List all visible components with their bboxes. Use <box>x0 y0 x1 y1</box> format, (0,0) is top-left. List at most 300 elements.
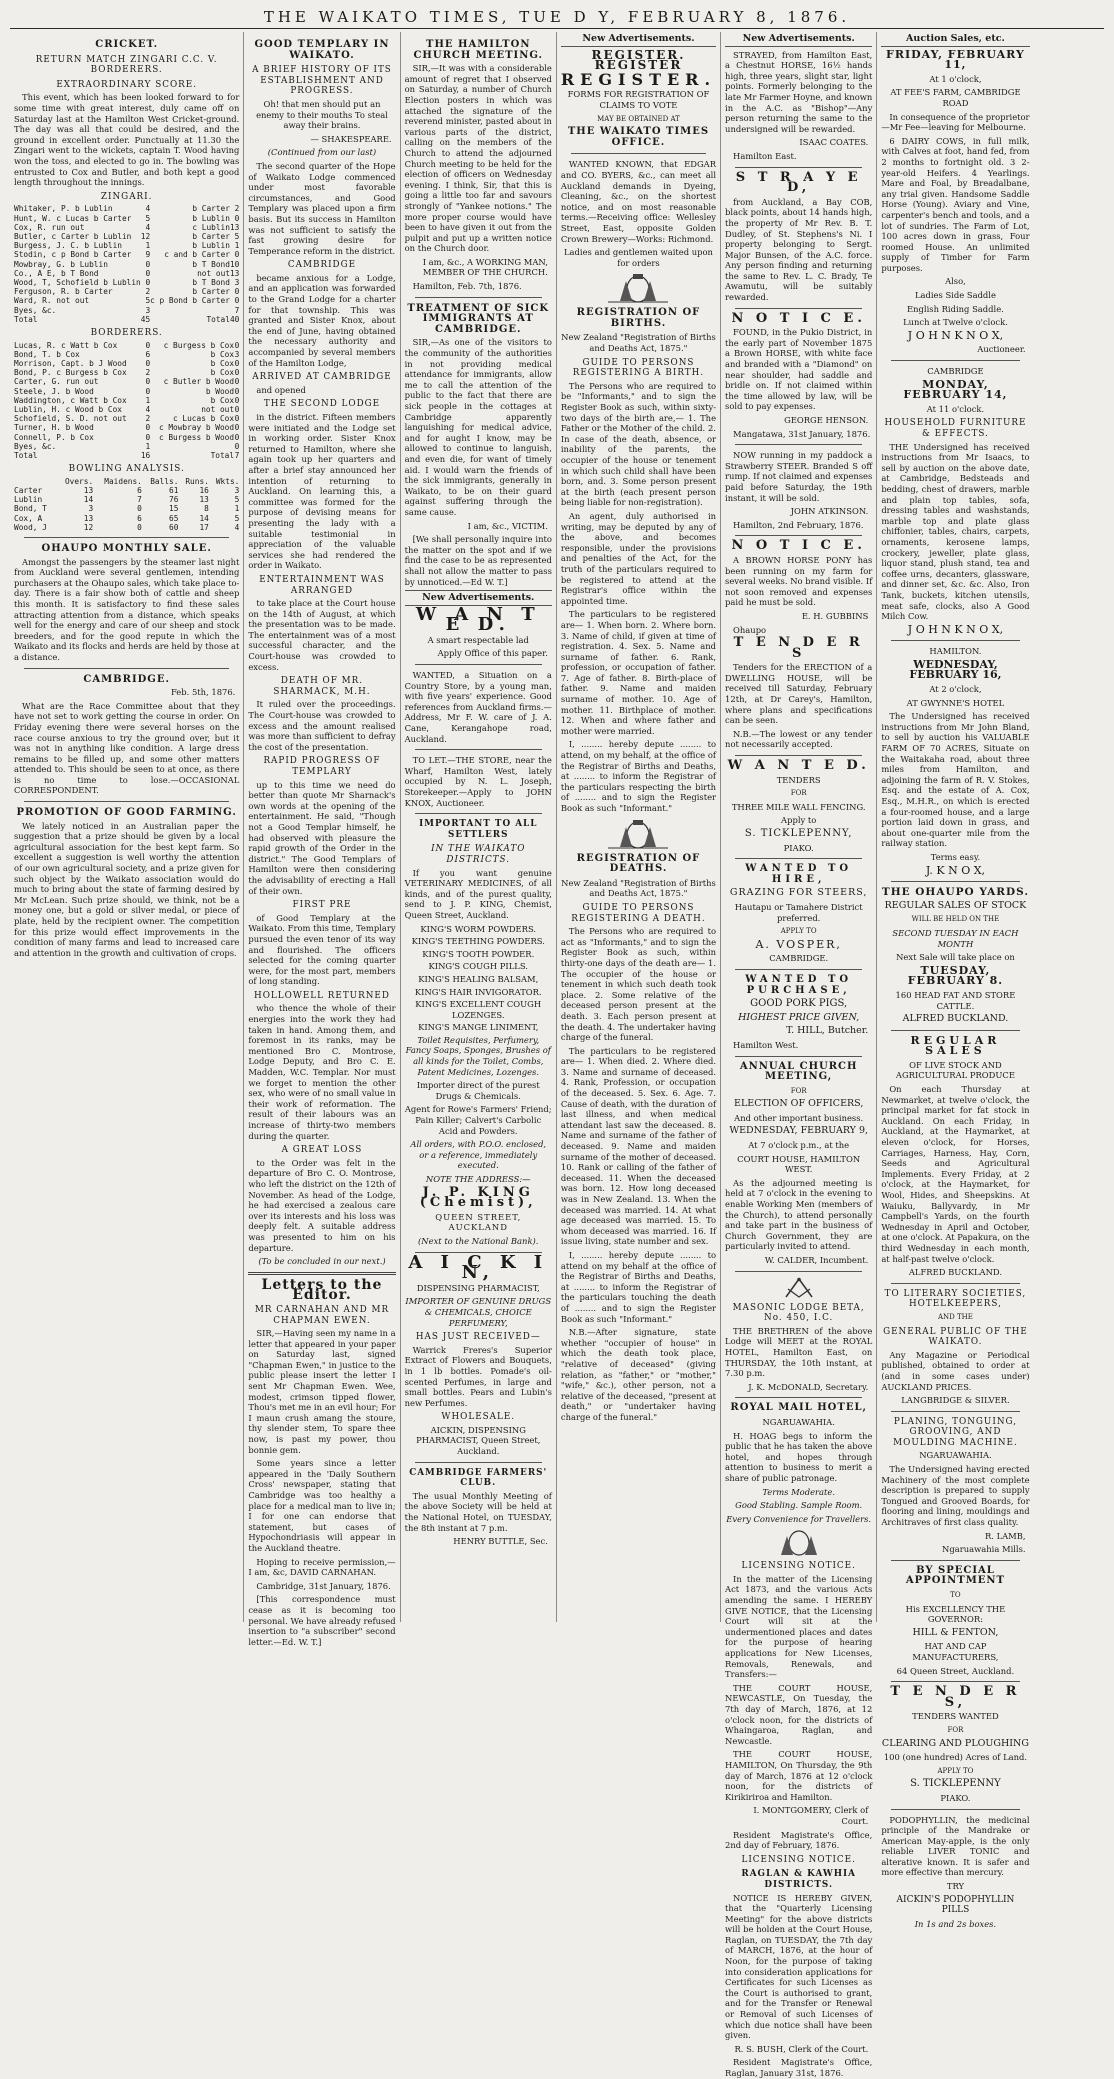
table-cell: Steele, J. b Wood <box>14 386 94 396</box>
templary-continued-next: (To be concluded in our next.) <box>258 1256 386 1267</box>
table-cell: 0 <box>234 287 240 297</box>
divider <box>735 969 862 970</box>
divider <box>735 167 862 168</box>
divider <box>891 1411 1019 1412</box>
table-cell: 0 <box>145 358 151 368</box>
table-cell: Maidens. <box>104 476 142 486</box>
friday-bridle: English Riding Saddle. <box>907 303 1004 314</box>
table-cell: 3 <box>234 277 240 287</box>
special-appointment: BY SPECIAL APPOINTMENT <box>905 1564 1005 1587</box>
masonic-body: THE BRETHREN of the above Lodge will MEET at the ROYAL HOTEL, Hamilton East, on THURSDAY, the 10th instant, at 7.30 p.m. <box>725 1325 873 1379</box>
jpking-sub: (Next to the National Bank). <box>418 1235 539 1246</box>
immigrants-body: SIR,—As one of the visitors to the community of the authorities in not providing medical attendance for immigrants, allow me to call the attention of the public to the fact that there are sick people in the cottages at Cambridge apparently languishing for medical advice, and for aught I know, may be allowed to continue to languish, and even die, for want of timely aid. I would warn the friends of the sick immigrants, generally in Waikato, to be on their guard against suffering through the same cause. <box>404 337 552 517</box>
templary-sub-7: FIRST PRE <box>292 900 352 911</box>
licensing-body-2: THE COURT HOUSE, NEWCASTLE, On Tuesday, the 7th day of March, 1876, at 12 o'clock noon, for the districts of Whaingaroa, Raglan, and Newcastle. <box>725 1682 873 1746</box>
table-cell: 3 <box>145 305 151 315</box>
table-row <box>14 214 239 223</box>
ads-header: New Advertisements. <box>561 34 716 47</box>
apply-to: Apply to <box>781 815 817 826</box>
table-cell: Total <box>14 314 38 324</box>
births-body-2: An agent, duly authorised in writing, may be deputed by any of the above, and becomes responsible, under the provisions and penalties of the Act, for the truth of the particulars required to be registered to attend at the Registrar's office within the appointed time. <box>560 510 717 606</box>
farming-title: PROMOTION OF GOOD FARMING. <box>16 807 237 819</box>
table-cell <box>14 477 57 486</box>
table-cell: 0 <box>145 377 151 387</box>
cambridge-date: Feb. 5th, 1876. <box>170 687 236 698</box>
wanted-title-2: W A N T E D. <box>727 758 870 774</box>
table-cell: Carter, G. run out <box>14 377 99 387</box>
table-row <box>14 504 239 513</box>
borderers-table <box>14 341 239 461</box>
deaths-title: REGISTRATION OF DEATHS. <box>576 852 701 875</box>
raglan-title: RAGLAN & KAWHIA DISTRICTS. <box>741 1869 856 1890</box>
farming-body: We lately noticed in an Australian paper the suggestion that a prize should be given by a local agricultural association for the best kept farm. So excellent a suggestion is well worthy the attention of our own agricultural society, and a prize given for such object by the Waikato association would do much to bring about the state of farming desired by Mr McLean. Such prize should, we think, not be a money one, but a gold or silver medal, or piece of plate, held by the recipient owner. The competition for this prize would effect improvements in the condition of many farms and lead to increased care and attention in the growth and cultivation of crops. <box>14 820 240 958</box>
table-row <box>14 359 239 368</box>
table-cell: b Carter <box>192 231 230 241</box>
highest-price: HIGHEST PRICE GIVEN, <box>738 1011 860 1023</box>
table-cell: Butler, c Carter b Lublin <box>14 231 132 241</box>
important-sub: IN THE WAIKATO DISTRICTS. <box>431 844 526 865</box>
deaths-guide: GUIDE TO PERSONS REGISTERING A DEATH. <box>571 902 706 924</box>
cricket-tag: EXTRAORDINARY SCORE. <box>56 79 198 90</box>
table-cell: Balls. <box>150 476 179 486</box>
table-cell: 5 <box>145 213 151 223</box>
pork: GOOD PORK PIGS, <box>750 998 848 1010</box>
divider <box>415 749 542 750</box>
immigrants-sig: I am, &c., VICTIM. <box>467 520 548 531</box>
divider <box>415 813 542 814</box>
friday-body: In consequence of the proprietor—Mr Fee—leaving for Melbourne. <box>881 111 1030 133</box>
piako: PIAKO. <box>783 842 814 853</box>
wednesday-time: At 2 o'clock, <box>929 684 982 695</box>
cambridge-title: CAMBRIDGE. <box>83 673 170 685</box>
friday-lots: 6 DAIRY COWS, in full milk, with Calves at foot, hand fed, from 2 months to fortnight old. 3 2-year-old Heifers. 4 Yearlings. Mare and Foal, by Breadalbane, any trial given. Handsome Saddle Horse (Young). Aviary and Vine, carpenter's bench and tools, and a lot of sundries. The Farm of Lot, 100 acres down in grass, Four roomed House. An unlimited supply of Timber for Farm purposes. <box>881 135 1030 273</box>
table-cell: 12 <box>83 522 94 532</box>
births-sub: New Zealand "Registration of Births and Deaths Act, 1875." <box>561 332 716 354</box>
vosper: A. VOSPER, <box>755 937 842 951</box>
wednesday-place: AT GWYNNE'S HOTEL <box>906 697 1005 708</box>
templary-sub-3: THE SECOND LODGE <box>263 399 381 410</box>
columns <box>10 32 1104 2078</box>
table-cell: 14 <box>199 513 209 523</box>
masonic-title: MASONIC LODGE BETA, No. 450, I.C. <box>732 1302 865 1324</box>
ticklepenny: S. TICKLEPENNY, <box>744 828 853 839</box>
royal-stabling: Good Stabling. Sample Room. <box>735 1500 863 1511</box>
cambridge-head: CAMBRIDGE <box>927 366 984 377</box>
table-cell: 0 <box>234 441 240 451</box>
zingari-title: ZINGARI. <box>100 191 153 202</box>
divider <box>735 858 862 859</box>
wednesday-sale: WEDNESDAY, FEBRUARY 16, <box>909 657 1002 682</box>
friday-place: AT FEE'S FARM, CAMBRIDGE ROAD <box>890 87 1021 108</box>
table-cell: 0 <box>234 423 240 433</box>
table-cell: c Lucas b Cox <box>173 414 235 424</box>
divider <box>24 801 229 802</box>
hill-place: Hamilton West. <box>733 1039 799 1050</box>
divider <box>735 755 862 756</box>
table-cell: 0 <box>137 504 142 514</box>
tenders-title-6: T E N D E R S, <box>890 1684 1021 1710</box>
table-cell: 3 <box>234 485 240 495</box>
table-cell: 0 <box>137 522 142 532</box>
table-cell: 17 <box>199 522 209 532</box>
aickin-sub: DISPENSING PHARMACIST, <box>416 1282 540 1293</box>
note-address: NOTE THE ADDRESS:— <box>425 1174 531 1184</box>
table-row <box>14 368 239 377</box>
wanted-hire: WANTED TO HIRE, <box>745 863 853 885</box>
table-row <box>14 433 239 442</box>
ads-header: Auction Sales, etc. <box>881 34 1029 47</box>
buckland-1: ALFRED BUCKLAND. <box>902 1013 1009 1025</box>
church-elect: ELECTION OF OFFICERS, <box>734 1098 864 1110</box>
table-row <box>14 250 239 259</box>
divider <box>891 1030 1019 1031</box>
important-body: If you want genuine VETERINARY MEDICINES, of all kinds, and of the purest quality, send to J. P. KING, Chemist, Queen Street, Auckland. <box>404 867 552 920</box>
strayed-1-sig: ISAAC COATES. <box>799 137 869 148</box>
templary-sub-6: RAPID PROGRESS OF TEMPLARY <box>263 756 381 777</box>
table-cell: 0 <box>234 368 240 378</box>
templary-body-1: The second quarter of the Hope of Waikato Lodge commenced under most favorable circumstances, and Good Templary was placed upon a firm basis. But its success in Hamilton was not sufficient to satisfy the fast growing desire for Temperance reform in the district. <box>248 160 396 256</box>
farmers-club-title: CAMBRIDGE FARMERS' CLUB. <box>409 1467 548 1489</box>
royal-arms-icon <box>598 817 678 851</box>
divider <box>415 1462 542 1463</box>
table-cell: 16 <box>140 450 151 460</box>
divider <box>735 308 862 309</box>
licensing-body: In the matter of the Licensing Act 1873, and the various Acts amending the same. I HEREBY GIVE NOTICE, that the Licensing Court will sit at the undermentioned places and dates for the purpose of hearing applications for New Licenses, Removals, Renewals, and Transfers:— <box>725 1573 873 1680</box>
table-row <box>14 387 239 396</box>
planing-title: PLANING, TONGUING, GROOVING, AND MOULDING MACHINE. <box>893 1416 1018 1448</box>
column-1 <box>10 32 244 1622</box>
table-cell: 5 <box>234 231 240 241</box>
table-cell: 45 <box>140 314 151 324</box>
church-for: FOR <box>790 1086 807 1095</box>
templary-body-8: of Good Templary at the Waikato. From this time, Templary pursued the even tenor of its way and flourished. The officers selected for the coming quarter were, for the most part, members of long standing. <box>248 912 396 987</box>
table-cell: b Lublin <box>192 241 230 251</box>
grazing-sub: Hautapu or Tamahere District preferred. <box>734 901 863 923</box>
grazing: GRAZING FOR STEERS, <box>729 887 868 899</box>
table-cell: Lublin <box>14 495 43 505</box>
auctioneer-1: Auctioneer. <box>977 344 1026 355</box>
table-cell: not out <box>197 268 230 278</box>
apply-6: APPLY TO <box>937 1766 974 1775</box>
table-row <box>14 423 239 432</box>
table-cell: 6 <box>137 513 142 523</box>
table-cell: 1 <box>145 395 151 405</box>
notice-2-place: Hamilton, 2nd February, 1876. <box>733 519 864 530</box>
templary-body-3: and opened <box>256 384 306 395</box>
aickin: A I C K I N, <box>408 1251 549 1284</box>
deaths-form: I, ........ hereby depute ........ to attend on my behalf at the office of the Registrar of Births and Deaths, at ........ to inform the Registrar of the particulars touching the death of ........ and to sign the Register Book as such "Informant." <box>560 1249 717 1324</box>
church-place: COURT HOUSE, HAMILTON WEST. <box>737 1153 861 1175</box>
births-particulars: The particulars to be registered are— 1. When born. 2. Where born. 3. Name of child, if given at time of registration. 4. Sex. 5. Name and surname of father. 6. Rank, profession, or occupation of father. 7. Age of father. 8. Birth-place of father. 9. Name and maiden surname of mother. 10. Age of mother. 11. Birthplace of mother. 12. When and where father and mother were married. <box>560 609 717 736</box>
templary-body-9: who thence the whole of their energies into the work they had taken in hand. Among them, and foremost in its ranks, may be mentioned Bro C. Montrose, Lodge Deputy, and Bro C. E. Madden, W.C. Templar. Nor must we forget to mention the other sex, who were of no small value in their work of reformation. The result of their labours was an increase of thirty-two members during the quarter. <box>248 1003 396 1141</box>
table-cell: Overs. <box>64 476 94 486</box>
table-cell: b Cox <box>210 368 235 378</box>
templary-quote-attr: — SHAKESPEARE. <box>310 133 392 144</box>
notice-3-title: N O T I C E. <box>731 538 866 554</box>
table-cell: b Cox <box>210 395 235 405</box>
table-cell: 1 <box>234 241 240 251</box>
table-cell: 9 <box>145 250 151 260</box>
friday-time: At 1 o'clock, <box>929 73 982 84</box>
strayed-2: from Auckland, a Bay COB, black points, about 14 hands high, the property of Mr Rev. B. T. Dudley, of St. Stephens's Ni. I property belonging to Sergt. Major Bunsen, of the A.C. force. Any person finding and returning the same to Rev. L. C. Brady, Te Awamutu, will be suitably rewarded. <box>725 196 873 303</box>
table-cell: 0 <box>234 395 240 405</box>
table-cell: Byes, &c. <box>14 441 57 451</box>
king-item: KING'S HAIR INVIGORATOR. <box>414 986 542 997</box>
table-cell: Schofield, S. D. not out <box>14 414 127 424</box>
knox-3: J. K N O X, <box>925 863 986 877</box>
king-list <box>405 924 552 1033</box>
table-cell: Total <box>14 450 38 460</box>
held-on: WILL BE HELD ON THE <box>911 915 1000 924</box>
register-office: THE WAIKATO TIMES OFFICE. <box>567 126 710 148</box>
table-cell: 0 <box>234 213 240 223</box>
divider <box>248 1272 395 1275</box>
divider <box>415 664 542 665</box>
table-row <box>14 405 239 414</box>
table-cell: Morrison, Capt. b J Wood <box>14 358 127 368</box>
king-item: KING'S WORM POWDERS. <box>420 923 537 934</box>
wanted-known: WANTED KNOWN, that EDGAR and CO. BYERS, &c., can meet all Auckland demands in Dyeing, Cleaning, &c., on the shortest notice, and on most reasonable terms.—Receiving office: Wellesley Street, East, opposite Golden Crown Brewery—Works: Richmond. <box>560 159 717 244</box>
table-cell: 0 <box>234 358 240 368</box>
royal-hotel-title: ROYAL MAIL HOTEL, <box>730 1402 867 1414</box>
table-cell: 1 <box>145 441 151 451</box>
zingari-table <box>14 204 239 324</box>
divider <box>24 537 229 538</box>
letter-1-place: Cambridge, 31st January, 1876. <box>256 1580 391 1591</box>
table-cell: 13 <box>83 485 94 495</box>
table-cell: 8 <box>204 504 209 514</box>
table-row <box>14 287 239 296</box>
wanted-body: A smart respectable lad <box>427 634 529 645</box>
tenders-for-6: FOR <box>947 1725 964 1734</box>
divider <box>891 1560 1019 1561</box>
friday-lunch: Lunch at Twelve o'clock. <box>903 317 1008 328</box>
licensing-place: Resident Magistrate's Office, 2nd day of February, 1876. <box>725 1829 873 1851</box>
friday-also: Also, <box>945 276 966 287</box>
monday-time: At 11 o'clock. <box>926 403 985 414</box>
table-cell: 3 <box>234 349 240 359</box>
fencing: THREE MILE WALL FENCING. <box>731 801 866 812</box>
table-cell: Bond, P. c Burgess b Cox <box>14 368 127 378</box>
table-cell: Mowbray, G. b Lublin <box>14 259 108 269</box>
table-cell: 0 <box>234 432 240 442</box>
table-cell: b Cox <box>210 349 235 359</box>
notice-1-place: Mangatawa, 31st January, 1876. <box>733 428 871 439</box>
live-stock: OF LIVE STOCK AND AGRICULTURAL PRODUCE <box>895 1059 1015 1081</box>
table-cell: 13 <box>229 222 240 232</box>
table-cell: 0 <box>145 268 151 278</box>
letters-title: Letters to the Editor. <box>261 1276 383 1304</box>
ohaupo-body: Amongst the passengers by the steamer last night from Auckland were several gentlemen, intending purchasers at the Ohaupo sales, which take place to-day. There is a fair show both of cattle and sheep this month. It is satisfactory to find these sales attracting attention from a distance, which speaks well for the energy and care of our sheep and stock breeders, and for the good repute in which the Waikato and its flocks and herds are held by those at a distance. <box>14 556 240 662</box>
table-row <box>14 306 239 315</box>
table-row <box>14 396 239 405</box>
table-row <box>14 315 239 324</box>
table-cell: 0 <box>234 404 240 414</box>
king-item: KING'S COUGH PILLS. <box>428 961 528 972</box>
ad-situation: WANTED, a Situation on a Country Store, by a young man, with five years' experience. Good references from Auckland firms.—Address, Mr F. W. care of J. A. Cane, Kerangahope road, Auckland. <box>404 670 552 744</box>
divider <box>735 444 862 445</box>
table-cell: Total <box>206 314 230 324</box>
ads-header: New Advertisements. <box>725 34 872 47</box>
agent: Agent for Rowe's Farmers' Friend; Pain Killer; Calvert's Carbolic Acid and Powders. <box>404 1104 552 1136</box>
terms: Terms easy. <box>930 851 981 862</box>
templary-body-2: became anxious for a Lodge, and an application was forwarded to the Grand Lodge for a charter for that township. This was granted and Sister Knox, about the end of June, having obtained the necessary authority and accompanied by several members of the Hamilton Lodge, <box>248 272 396 368</box>
table-cell: 15 <box>169 504 179 514</box>
table-cell: Burgess, J. C. b Lublin <box>14 241 122 251</box>
table-cell: 0 <box>234 377 240 387</box>
king-item: KING'S EXCELLENT COUGH LOZENGES. <box>415 999 542 1020</box>
church-other: And other important business. <box>734 1112 864 1123</box>
cricket-body: This event, which has been looked forward to for some time with great interest, duly came off on Saturday last at the Hamilton West Cricket-ground. The day was all that could be desired, and the ground in excellent order. Punctually at 11.30 the Zingari went to the wickets, captain T. Wood having won the toss, and elected to go in. The bowling was entrusted to Cox and Butler, and both kept a good length throughout the innings. <box>14 92 240 188</box>
immigrants-heading: TREATMENT OF SICK IMMIGRANTS AT CAMBRIDGE. <box>407 302 550 335</box>
tenders-nb: N.B.—The lowest or any tender not necessarily accepted. <box>725 728 873 750</box>
deaths-body: The Persons who are required to act as "Informants," and to sign the Register Book as such, within thirty-one days of the death are— 1. The occupier of the house or tenement in which such death took place. 2. Some relative of the deceased person present at the death. 3. Each person present at the death. 4. The undertaker having charge of the funeral. <box>560 926 717 1043</box>
column-5 <box>721 32 877 2078</box>
ticklepenny-6: S. TICKLEPENNY <box>910 1778 1001 1790</box>
table-cell: Cox, A <box>14 513 43 523</box>
table-cell: b T Bond <box>192 277 230 287</box>
table-cell: 16 <box>199 485 209 495</box>
buckland-body: On each Thursday at Newmarket, at twelve o'clock, the principal market for fat stock in Auckland. On each Friday, in Auckland, at the Haymarket, at eleven o'clock, for Horses, Carriages, Harness, Hay, Corn, Seeds and Agricultural Implements. Every Friday, at 2 o'clock, at the Haymarket, for Wool, Hides, and Sheepskins. At Waiuku, Ballyvardy, in Mr Campbell's Yards, on the fourth Wednesday in April and October, at one o'clock. At Papakura, on the third Wednesday in each month, at half-past twelve o'clock. <box>881 1084 1030 1264</box>
table-row <box>14 278 239 287</box>
table-cell: 0 <box>234 386 240 396</box>
buckland-sig: ALFRED BUCKLAND. <box>908 1267 1002 1278</box>
letter-1-sig: Hoping to receive permission,—I am, &c, DAVID CARNAHAN. <box>248 1556 396 1578</box>
divider <box>891 881 1019 882</box>
literary-title: TO LITERARY SOCIETIES, HOTELKEEPERS, <box>884 1288 1027 1310</box>
templary-quote: Oh! that men should put an enemy to their mouths To steal away their brains. <box>256 98 388 131</box>
table-cell: 13 <box>229 268 240 278</box>
wanted-known-2: Ladies and gentlemen waited upon for orders <box>563 247 713 268</box>
clearing-sub: 100 (one hundred) Acres of Land. <box>883 1752 1028 1763</box>
deaths-particulars: The particulars to be registered are— 1. When died. 2. Where died. 3. Name and surname of deceased. 4. Rank, Profession, or occupation of the deceased. 5. Sex. 6. Age. 7. Cause of death, with the duration of last illness, and when medical attendant last saw the deceased. 8. Name and surname of the father of deceased. 9. Name and maiden surname of the mother of deceased. 10. Rank or calling of the father of deceased. 11. When the deceased was born. 12. How long deceased was in New Zealand. 13. When the deceased was married. 14. At what age deceased was married. 15. To whom deceased was married. 16. If issue living, state number and sex. <box>560 1045 717 1247</box>
column-2 <box>244 32 400 1647</box>
raglan-body: NOTICE IS HEREBY GIVEN, that the "Quarterly Licensing Meeting" for the above districts will be holden at the Court House, Raglan, on TUESDAY, the 7th day of MARCH, 1876, at the hour of Noon, for the purpose of taking into consideration applications for Certificates for such Licenses as the Court is authorised to grant, and for the Transfer or Renewal or Removal of such Licenses of which due notice shall have been given. <box>725 1892 873 2041</box>
tenders-2-for: FOR <box>790 789 807 798</box>
divider <box>735 1056 862 1057</box>
royal-terms: Terms Moderate. <box>762 1486 836 1497</box>
masthead: THE WAIKATO TIMES, TUE D Y, FEBRUARY 8, 1876. <box>10 6 1104 29</box>
register-title: REGISTER. REGISTER <box>591 47 686 73</box>
table-cell: Cox, R. run out <box>14 222 85 232</box>
templary-body-10: to the Order was felt in the departure of Bro C. O. Montrose, who left the district on the 12th of November. As head of the Lodge, he had exercised a zealous care over its interests and his loss was deeply felt. A suitable address was presented to him on his departure. <box>248 1157 396 1253</box>
literary-body: Any Magazine or Periodical published, obtained to order at (and in some cases under) AUCKLAND PRICES. <box>881 1349 1030 1392</box>
has-just: HAS JUST RECEIVED— <box>415 1332 541 1343</box>
strayed-1: STRAYED, from Hamilton East, a Chestnut HORSE, 16½ hands high, three years, slight star, light points. Formerly belonging to the late Mr Farmer Hoyne, and known in the A.C. as "Bishop"—Any person returning the same to the undersigned will be rewarded. <box>725 49 873 134</box>
licensing-body-3: THE COURT HOUSE, HAMILTON, On Thursday, the 9th day of March, 1876 at 12 o'clock noon, for the districts of Kirikiriroa and Hamilton. <box>725 1749 873 1802</box>
vosper-place: CAMBRIDGE. <box>769 953 829 964</box>
table-cell: c Lublin <box>192 222 230 232</box>
church-time: At 7 o'clock p.m., at the <box>748 1140 850 1151</box>
register-big: REGISTER. <box>560 69 717 89</box>
column-3 <box>401 32 557 1622</box>
table-row <box>14 495 239 504</box>
table-cell: 6 <box>137 485 142 495</box>
divider <box>735 1271 862 1272</box>
table-cell <box>150 442 234 451</box>
table-cell: Wood, T, Schofield b Lublin <box>14 277 141 287</box>
table-row <box>14 451 239 460</box>
bowling-title: BOWLING ANALYSIS. <box>68 464 185 475</box>
notice-3-place: Ohaupo <box>733 624 767 635</box>
table-cell: Waddington, c Watt b Cox <box>14 395 127 405</box>
divider <box>735 535 862 536</box>
jpking: J. P. KING (Chemist), <box>419 1184 537 1211</box>
church-date: WEDNESDAY, FEBRUARY 9, <box>729 1125 869 1137</box>
divider <box>891 1809 1019 1810</box>
special-to: TO <box>950 1591 961 1599</box>
templary-body-5: to take place at the Court house on the 14th of August, at which the presentation was to be made. The entertainment was of a most successful character, and the Court-house was crowded to excess. <box>248 598 396 672</box>
table-cell: 2 <box>145 368 151 378</box>
regular-sales-2: REGULAR SALES <box>910 1033 1001 1058</box>
table-cell: 60 <box>169 522 179 532</box>
table-cell: Total <box>210 450 235 460</box>
table-cell: 2 <box>145 287 151 297</box>
table-row <box>14 296 239 305</box>
church-heading: THE HAMILTON CHURCH MEETING. <box>413 39 544 61</box>
royal-hotel-place: NGARUAWAHIA. <box>762 1416 835 1427</box>
table-row <box>14 350 239 359</box>
table-cell: c Butler b Wood <box>163 377 235 387</box>
table-row <box>14 442 239 451</box>
piako-6: PIAKO. <box>940 1792 971 1803</box>
masonic-compass-icon <box>764 1277 834 1299</box>
immigrants-note: [We shall personally inquire into the matter on the spot and if we find the case to be as represented shall not allow the matter to pass by unnoticed.—Ed W. T.] <box>404 534 552 587</box>
king-item: KING'S TOOTH POWDER. <box>422 948 535 959</box>
table-cell: 0 <box>145 386 151 396</box>
hat-cap: HAT AND CAP MANUFACTURERS, <box>912 1641 999 1662</box>
table-cell: 0 <box>234 250 240 260</box>
table-cell: 10 <box>229 259 240 269</box>
table-cell: Stodin, c p Bond b Carter <box>14 250 132 260</box>
templary-body-4: in the district. Fifteen members were initiated and the Lodge set in working order. Sister Knox returned to Hamilton, where she again took up her quarters and after a brief stay announced her intention of returning to Auckland. On learning this, a committee was formed for the purpose of devising means for presenting the lady with a suitable testimonial in appreciation of the valuable services she had rendered the order in Waikato. <box>248 412 396 571</box>
table-row <box>14 241 239 250</box>
table-cell: c and b Carter <box>164 250 230 260</box>
column-4 <box>557 32 721 1622</box>
table-cell: 5 <box>234 495 240 505</box>
table-cell: 0 <box>145 432 151 442</box>
table-row <box>14 232 239 241</box>
births-title: REGISTRATION OF BIRTHS. <box>576 307 701 329</box>
table-cell: 14 <box>83 495 94 505</box>
table-cell: 1 <box>234 504 240 514</box>
deaths-sub: New Zealand "Registration of Births and Deaths Act, 1875." <box>561 877 716 899</box>
table-cell: c Mowbray b Wood <box>158 423 235 433</box>
table-cell: Ferguson, R. b Carter <box>14 287 113 297</box>
births-guide: GUIDE TO PERSONS REGISTERING A BIRTH. <box>572 357 705 379</box>
table-cell: b Cox <box>210 358 235 368</box>
register-forms: FORMS FOR REGISTRATION OF CLAIMS TO VOTE <box>567 89 710 110</box>
table-cell: b Carter <box>192 287 230 297</box>
table-cell: b Lublin <box>192 213 230 223</box>
table-cell: Bond, T. b Cox <box>14 349 80 359</box>
royal-every: Every Convenience for Travellers. <box>726 1513 872 1524</box>
letter-1-note: [This correspondence must cease as it is becoming too personal. We have already refused insertion to "a subscriber" second letter.—Ed. W. T.] <box>248 1594 396 1647</box>
divider <box>735 1397 862 1398</box>
knox-1: J O H N K N O X, <box>907 328 1004 342</box>
divider <box>415 297 542 298</box>
church-place: Hamilton, Feb. 7th, 1876. <box>412 281 522 292</box>
table-cell: Co., A E, b T Bond <box>14 268 99 278</box>
templary-continued: (Continued from our last) <box>267 147 377 158</box>
table-cell: 5 <box>234 513 240 523</box>
table-cell: 0 <box>234 296 240 306</box>
podophyllin-body: PODOPHYLLIN, the medicinal principle of the Mandrake or American May-apple, is the only reliable LIVER TONIC and alterative known. It is safer and more effective than mercury. <box>881 1814 1030 1878</box>
table-row <box>14 514 239 523</box>
templary-subheading: A BRIEF HISTORY OF ITS ESTABLISHMENT AND PROGRESS. <box>252 65 392 97</box>
table-cell: 0 <box>145 340 151 350</box>
church-meeting-title: ANNUAL CHURCH MEETING, <box>739 1060 858 1083</box>
